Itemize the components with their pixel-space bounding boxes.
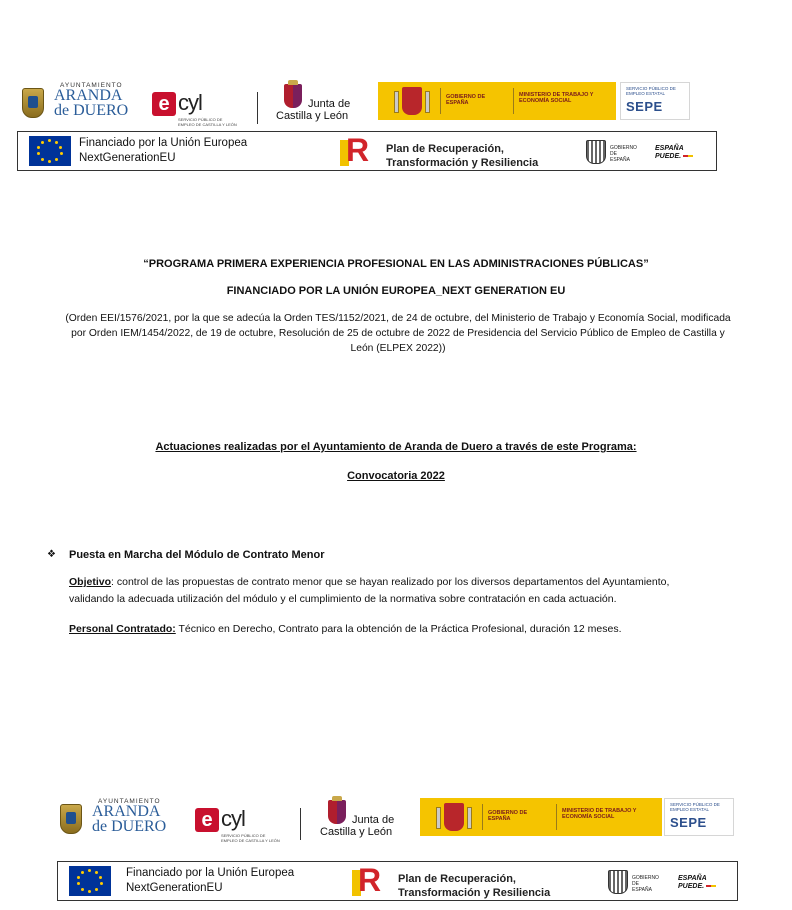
espana-puede-logo: ESPAÑA PUEDE.	[678, 875, 716, 891]
diamond-bullet-icon: ❖	[47, 549, 56, 560]
personal-label: Personal Contratado:	[69, 623, 176, 635]
logo-divider	[257, 92, 258, 124]
header-logos	[0, 80, 792, 130]
objetivo-paragraph: Objetivo: control de las propuestas de contrato menor que se hayan realizado por los diversos departamentos del Ayuntamiento, validando la adecuada utilización del módulo y el cumplimiento de la normativa sobre contratación en cada actuación.	[69, 576, 670, 605]
gobierno-espana-logo: GOBIERNO DE ESPAÑA MINISTERIO DE TRABAJO Y ECONOMÍA SOCIAL	[378, 82, 616, 120]
eu-funding-text: Financiado por la Unión Europea NextGenerationEU	[79, 137, 248, 164]
legal-reference: (Orden EEI/1576/2021, por la que se adecúa la Orden TES/1152/2021, de 24 de octubre, del Ministerio de Trabajo y Economía Social, modificada por Orden IEM/1454/2022, de 19 de octubre, Resolución de 25 de octubre de 2022 de Presidencia del Servicio Público de Empleo de Castilla y León (ELPEX 2022))	[65, 313, 731, 354]
espana-puede-logo: ESPAÑA PUEDE.	[655, 145, 693, 161]
aranda-crest-icon	[60, 804, 82, 834]
plan-recuperacion-text: Plan de Recuperación, Transformación y Resiliencia	[386, 143, 539, 169]
junta-castilla-leon-logo-footer: Junta de Castilla y León	[316, 798, 416, 844]
gobierno-espana-small-logo: GOBIERNO DE ESPAÑA	[604, 867, 660, 897]
junta-crest-icon	[284, 84, 302, 108]
objetivo-label: Objetivo	[69, 576, 112, 588]
ecyl-logo: e cyl SERVICIO PÚBLICO DE EMPLEO DE CASTILLA Y LEÓN	[152, 88, 242, 134]
document-subtitle: FINANCIADO POR LA UNIÓN EUROPEA_NEXT GENERATION EU	[226, 285, 566, 297]
aranda-de-duero-logo: AYUNTAMIENTO ARANDA de DUERO	[22, 80, 140, 126]
ecyl-logo-footer: e cyl SERVICIO PÚBLICO DE EMPLEO DE CASTILLA Y LEÓN	[195, 804, 285, 850]
eu-funding-text: Financiado por la Unión Europea NextGenerationEU	[126, 867, 295, 894]
plan-recuperacion-text: Plan de Recuperación, Transformación y Resiliencia	[398, 873, 551, 899]
footer-logos	[0, 796, 792, 846]
plan-recuperacion-icon: R	[352, 867, 378, 897]
sepe-logo: SERVICIO PÚBLICO DE EMPLEO ESTATAL SEPE	[620, 82, 690, 120]
gobierno-espana-small-logo: GOBIERNO DE ESPAÑA	[582, 137, 638, 167]
eu-flag-icon	[29, 136, 71, 166]
actuaciones-heading: Actuaciones realizadas por el Ayuntamiento de Aranda de Duero a través de este Programa:	[155, 441, 637, 453]
junta-castilla-leon-logo: Junta de Castilla y León	[272, 82, 372, 128]
document-title: “PROGRAMA PRIMERA EXPERIENCIA PROFESIONAL EN LAS ADMINISTRACIONES PÚBLICAS”	[143, 258, 649, 270]
spain-coat-of-arms-icon	[434, 803, 474, 831]
logo-divider	[300, 808, 301, 840]
sepe-logo-footer: SERVICIO PÚBLICO DE EMPLEO ESTATAL SEPE	[664, 798, 734, 836]
spain-coat-of-arms-icon	[586, 140, 606, 164]
spain-coat-of-arms-icon	[392, 87, 432, 115]
aranda-crest-icon	[22, 88, 44, 118]
personal-paragraph: Personal Contratado: Técnico en Derecho, Contrato para la obtención de la Práctica Profesional, duración 12 meses.	[69, 623, 622, 635]
junta-crest-icon	[328, 800, 346, 824]
plan-recuperacion-icon: R	[340, 137, 366, 167]
aranda-de-duero-logo-footer: AYUNTAMIENTO ARANDA de DUERO	[60, 796, 178, 842]
spain-coat-of-arms-icon	[608, 870, 628, 894]
section-title: Puesta en Marcha del Módulo de Contrato Menor	[69, 549, 325, 561]
funding-banner	[17, 131, 717, 171]
gobierno-espana-logo-footer: GOBIERNO DE ESPAÑA MINISTERIO DE TRABAJO Y ECONOMÍA SOCIAL	[420, 798, 662, 836]
eu-flag-icon	[69, 866, 111, 896]
convocatoria-heading: Convocatoria 2022	[347, 470, 445, 482]
funding-banner-footer	[57, 861, 738, 901]
